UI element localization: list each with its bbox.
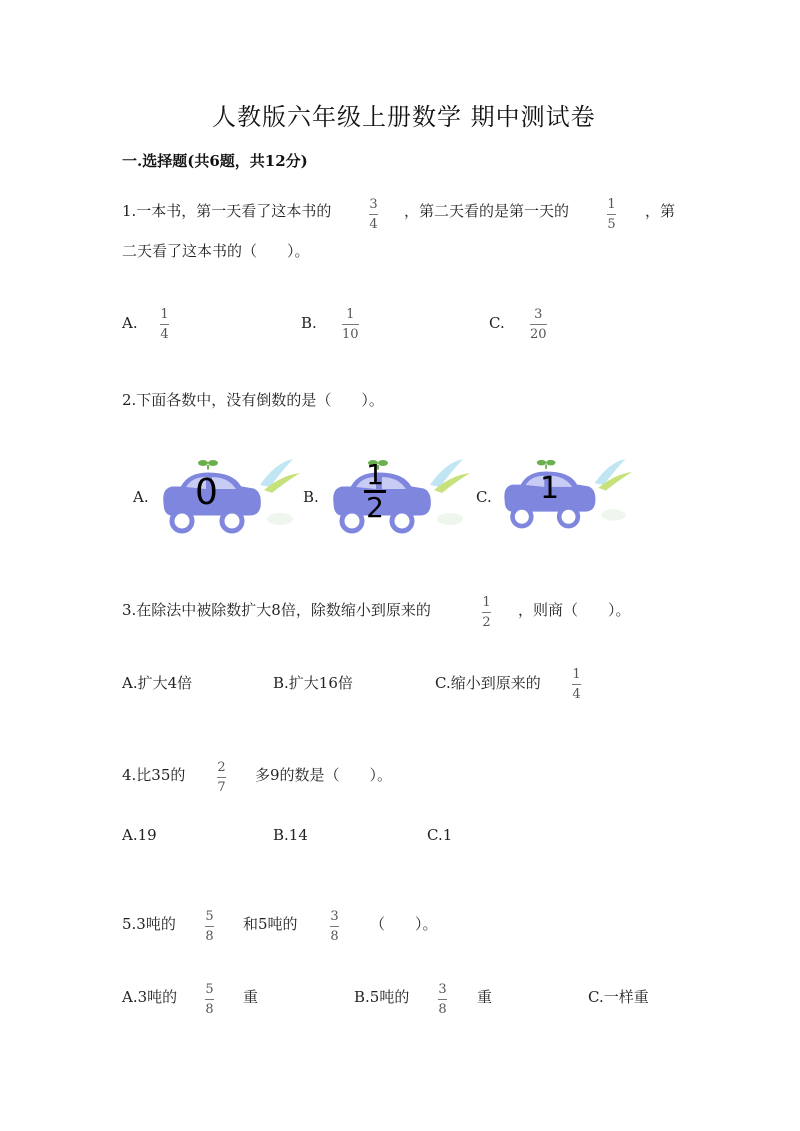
q5-fraction-1 bbox=[205, 909, 214, 944]
denominator: 2 bbox=[482, 615, 491, 630]
q4-option-a[interactable]: A.19 bbox=[122, 826, 157, 844]
q5-option-a[interactable]: A.3吨的 bbox=[122, 988, 178, 1006]
denominator: 8 bbox=[438, 1002, 447, 1017]
denominator: 8 bbox=[330, 929, 339, 944]
numerator: 1 bbox=[366, 458, 384, 491]
denominator: 2 bbox=[366, 491, 384, 524]
q5-text-part2: 和5吨的 bbox=[243, 915, 298, 933]
numerator: 5 bbox=[205, 909, 214, 924]
q5-option-c[interactable]: C.一样重 bbox=[588, 988, 649, 1006]
dust-cloud bbox=[267, 513, 293, 525]
dust-cloud bbox=[437, 513, 463, 525]
q1-fraction-2 bbox=[607, 197, 616, 232]
q2-option-c-label[interactable]: C. bbox=[476, 488, 492, 506]
car-b-illustration[interactable] bbox=[320, 455, 470, 535]
numerator: 1 bbox=[346, 307, 355, 322]
numerator: 1 bbox=[607, 197, 616, 212]
numerator: 3 bbox=[330, 909, 339, 924]
q3-text-part2: ，则商（ ）。 bbox=[518, 601, 631, 619]
denominator: 4 bbox=[572, 687, 581, 702]
page-title: 人教版六年级上册数学 期中测试卷 bbox=[212, 103, 596, 131]
q5-option-b-fraction bbox=[438, 982, 447, 1017]
q3-option-c[interactable]: C.缩小到原来的 bbox=[435, 674, 541, 692]
dust-cloud bbox=[601, 509, 625, 520]
q5-text-part3: （ ）。 bbox=[370, 915, 438, 933]
car-c-illustration[interactable] bbox=[492, 455, 632, 530]
q1-text-part2: ，第二天看的是第一天的 bbox=[404, 202, 570, 220]
car-a-illustration[interactable] bbox=[150, 455, 300, 535]
q1-option-a-fraction bbox=[160, 307, 169, 342]
q1-text-part3: ，第 bbox=[645, 202, 676, 220]
car-c-number: 1 bbox=[540, 471, 560, 506]
denominator: 20 bbox=[530, 327, 547, 342]
q3-fraction bbox=[482, 595, 491, 630]
numerator: 1 bbox=[572, 667, 581, 682]
q4-option-c[interactable]: C.1 bbox=[427, 826, 453, 844]
wheel-icon bbox=[559, 507, 578, 526]
denominator: 8 bbox=[205, 929, 214, 944]
wheel-icon bbox=[513, 507, 532, 526]
q1-option-a-label[interactable]: A. bbox=[122, 314, 138, 332]
q4-text-part2: 多9的数是（ ）。 bbox=[255, 766, 393, 784]
denominator: 7 bbox=[217, 780, 226, 795]
q1-option-b-fraction bbox=[342, 307, 359, 342]
numerator: 2 bbox=[217, 760, 226, 775]
q5-option-a-fraction bbox=[205, 982, 214, 1017]
q5-option-b[interactable]: B.5吨的 bbox=[354, 988, 410, 1006]
denominator: 10 bbox=[342, 327, 359, 342]
wheel-icon bbox=[342, 511, 362, 531]
wheel-icon bbox=[172, 511, 192, 531]
numerator: 5 bbox=[205, 982, 214, 997]
sprout-icon bbox=[198, 460, 208, 466]
q1-option-c-label[interactable]: C. bbox=[489, 314, 505, 332]
q2-option-b-label[interactable]: B. bbox=[303, 488, 319, 506]
numerator: 1 bbox=[160, 307, 169, 322]
q1-text-part1: 1.一本书，第一天看了这本书的 bbox=[122, 202, 332, 220]
q4-fraction bbox=[217, 760, 226, 795]
denominator: 4 bbox=[160, 327, 169, 342]
q1-option-c-fraction bbox=[530, 307, 547, 342]
q2-text: 2.下面各数中，没有倒数的是（ ）。 bbox=[122, 391, 384, 409]
q3-text-part1: 3.在除法中被除数扩大8倍，除数缩小到原来的 bbox=[122, 601, 431, 619]
numerator: 3 bbox=[534, 307, 543, 322]
q3-option-a[interactable]: A.扩大4倍 bbox=[122, 674, 193, 692]
q1-fraction-1 bbox=[369, 197, 378, 232]
q4-text-part1: 4.比35的 bbox=[122, 766, 186, 784]
q5-option-a-suffix: 重 bbox=[243, 988, 259, 1006]
q5-text-part1: 5.3吨的 bbox=[122, 915, 176, 933]
q1-text-line2: 二天看了这本书的（ ）。 bbox=[122, 242, 310, 260]
denominator: 8 bbox=[205, 1002, 214, 1017]
numerator: 1 bbox=[482, 595, 491, 610]
section-heading: 一.选择题(共6题，共12分) bbox=[122, 152, 308, 170]
wheel-icon bbox=[392, 511, 412, 531]
numerator: 3 bbox=[369, 197, 378, 212]
q5-fraction-2 bbox=[330, 909, 339, 944]
numerator: 3 bbox=[438, 982, 447, 997]
q2-option-a-label[interactable]: A. bbox=[133, 488, 149, 506]
car-a-number: 0 bbox=[195, 472, 218, 513]
wheel-icon bbox=[222, 511, 242, 531]
denominator: 5 bbox=[607, 217, 616, 232]
car-b-fraction bbox=[364, 460, 386, 523]
q5-option-b-suffix: 重 bbox=[477, 988, 493, 1006]
q1-option-b-label[interactable]: B. bbox=[301, 314, 317, 332]
denominator: 4 bbox=[369, 217, 378, 232]
q4-option-b[interactable]: B.14 bbox=[273, 826, 308, 844]
sprout-icon bbox=[537, 460, 546, 466]
q3-option-c-fraction bbox=[572, 667, 581, 702]
q3-option-b[interactable]: B.扩大16倍 bbox=[273, 674, 353, 692]
